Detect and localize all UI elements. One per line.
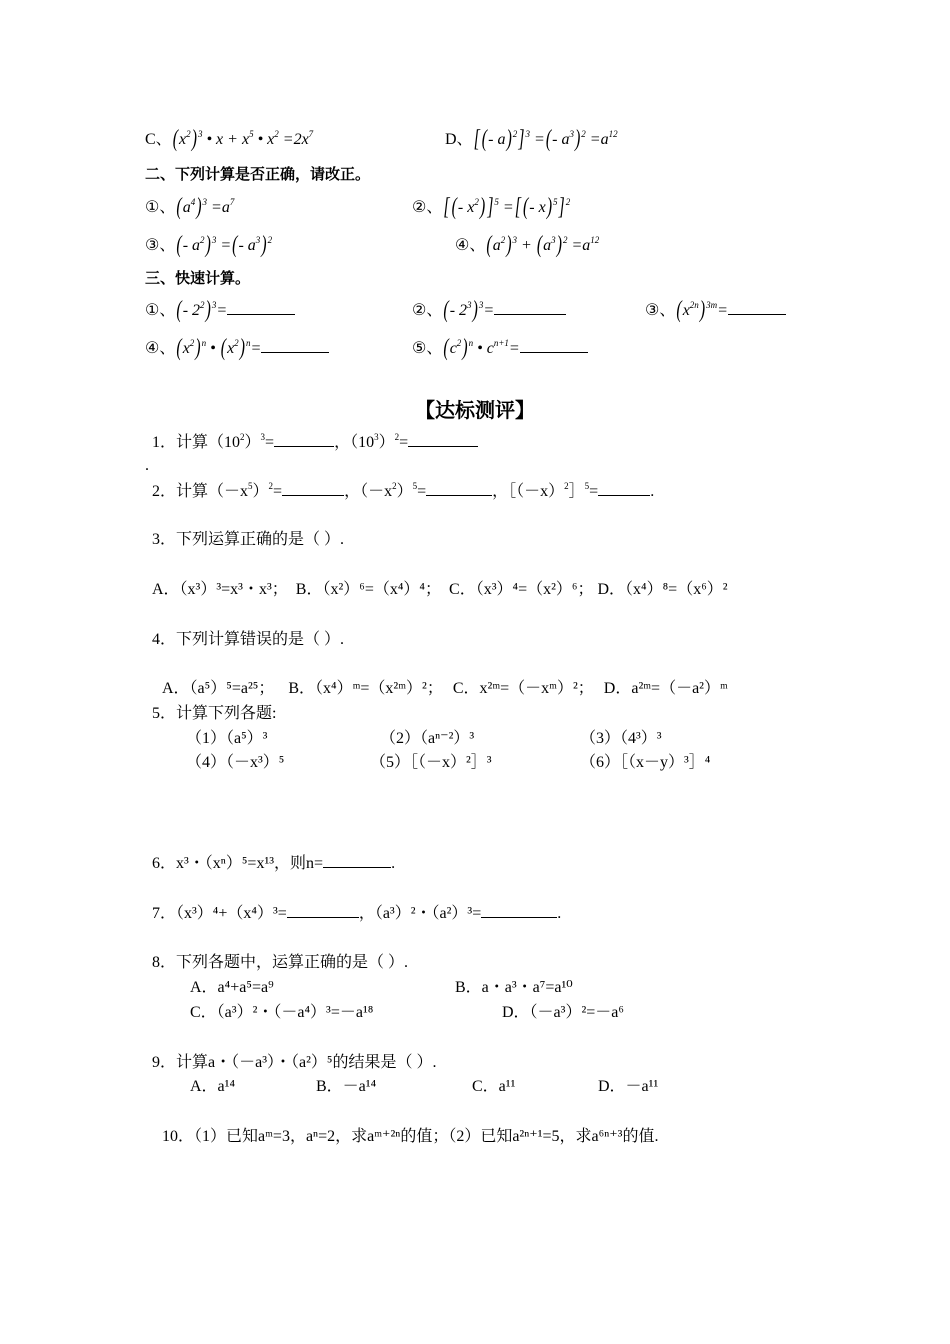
option-d[interactable]: D．（－a³）²=－a⁶ — [502, 1004, 624, 1021]
quick-calc-4: ④、$(x^2)^n$ • $(x^2)^n=$ — [145, 338, 329, 359]
option-d[interactable]: D．－a¹¹ — [598, 1078, 659, 1095]
quick-calc-3: ③、$(x^{2n})^{3m}=$ — [645, 300, 786, 321]
question-5-item-1: （1）（a⁵）³ — [186, 730, 268, 747]
quick-calc-5: ⑤、$(c^2)^n$ • $c^{n+1}=$ — [412, 338, 588, 359]
answer-blank[interactable] — [481, 903, 557, 918]
question-5-item-5: （5）［（－x）²］³ — [370, 754, 492, 771]
option-b[interactable]: B．（x²）⁶=（x⁴）⁴； — [295, 581, 442, 598]
question-3-stem: 3．下列运算正确的是（ ）. — [152, 531, 345, 548]
answer-blank[interactable] — [494, 300, 566, 315]
question-6: 6．x³・（xⁿ）⁵=x¹³，则n= . — [152, 855, 396, 872]
answer-blank[interactable] — [728, 300, 786, 315]
check-item-4: ④、$(a^2)^3 + (a^3)^2 =a^{12}$ — [455, 232, 600, 258]
check-item-1: ①、$(a^4)^3 =a^7$ — [145, 194, 235, 220]
question-8-stem: 8．下列各题中，运算正确的是（ ）. — [152, 954, 409, 971]
answer-blank[interactable] — [323, 853, 391, 868]
option-b[interactable]: B．－a¹⁴ — [316, 1078, 377, 1095]
option-c[interactable]: C．x²ᵐ=（－xᵐ）²； — [452, 680, 594, 697]
option-c[interactable]: C．a¹¹ — [472, 1078, 516, 1095]
answer-blank[interactable] — [261, 338, 329, 353]
option-c[interactable]: C．（a³）²・（－a⁴）³=－a¹⁸ — [190, 1004, 374, 1021]
answer-blank[interactable] — [520, 338, 588, 353]
option-d: D、[ (- a)$^2$]$^3$ =(- $a^3)^2 =a^{12}$ — [445, 126, 618, 152]
option-a[interactable]: A．a⁴+a⁵=a⁹ — [190, 979, 274, 996]
question-2: 2．计算$(-x^5)^2=$ ，$(-x^2)^5=$ ，$[(-x)^2]^5=$ . — [152, 481, 655, 500]
question-3-options — [152, 580, 728, 600]
stray-dot: . — [145, 457, 149, 474]
section-2-heading: 二、下列计算是否正确，请改正。 — [145, 165, 371, 183]
question-5-item-2: （2）（aⁿ⁻²）³ — [380, 730, 475, 747]
section-title: 【达标测评】 — [415, 398, 535, 422]
quick-calc-1: ①、(- $2^2)^3=$ — [145, 300, 295, 321]
check-item-2: ②、[ (- $x^2$) ]$^5$ =[ (- x)$^5$]$^2$ — [412, 194, 571, 220]
answer-blank[interactable] — [282, 481, 344, 496]
option-a[interactable]: A．（a⁵）⁵=a²⁵； — [162, 680, 275, 697]
option-d[interactable]: D．（x⁴）⁸=（x⁶）² — [597, 581, 728, 598]
question-10: 10．（1）已知aᵐ=3，aⁿ=2，求aᵐ⁺²ⁿ的值；（2）已知a²ⁿ⁺¹=5，求a⁶ⁿ⁺³的值. — [162, 1128, 659, 1145]
question-5-item-3: （3）（4³）³ — [580, 730, 662, 747]
option-c[interactable]: C．（x³）⁴=（x²）⁶； — [449, 581, 594, 598]
question-5-item-4: （4）（－x³）⁵ — [186, 754, 285, 771]
answer-blank[interactable] — [227, 300, 295, 315]
question-4-options — [162, 679, 728, 699]
option-b[interactable]: B．（x⁴）ᵐ=（x²ᵐ）²； — [288, 680, 443, 697]
option-b[interactable]: B．a・a³・a⁷=a¹⁰ — [455, 979, 573, 996]
option-a[interactable]: A．（x³）³=x³・x³； — [152, 581, 288, 598]
question-4-stem: 4．下列计算错误的是（ ）. — [152, 631, 345, 648]
quick-calc-2: ②、(- $2^3)^3=$ — [412, 300, 566, 321]
answer-blank[interactable] — [598, 481, 650, 496]
option-a[interactable]: A．a¹⁴ — [190, 1078, 236, 1095]
question-5-stem: 5．计算下列各题: — [152, 705, 277, 722]
answer-blank[interactable] — [274, 432, 334, 447]
option-c: C、$(x^2)^3$ • $x + x^5$ • $x^2 =2x^7$ — [145, 126, 314, 152]
answer-blank[interactable] — [426, 481, 492, 496]
check-item-3: ③、(- $a^2)^3$ =(- $a^3)^2$ — [145, 232, 273, 258]
question-1: 1．计算$(10^2)^3=$ ，$(10^3)^2=$ — [152, 432, 478, 453]
answer-blank[interactable] — [408, 432, 478, 447]
option-d[interactable]: D．a²ᵐ=（－a²）ᵐ — [603, 680, 728, 697]
answer-blank[interactable] — [287, 903, 359, 918]
question-7: 7．（x³）⁴+（x⁴）³= ，（a³）²・（a²）³= . — [152, 905, 562, 922]
question-5-item-6: （6）［（x－y）³］⁴ — [580, 754, 711, 771]
question-9-stem: 9．计算a・（－a³）・（a²）⁵的结果是（ ）. — [152, 1054, 437, 1071]
section-3-heading: 三、快速计算。 — [145, 269, 251, 287]
